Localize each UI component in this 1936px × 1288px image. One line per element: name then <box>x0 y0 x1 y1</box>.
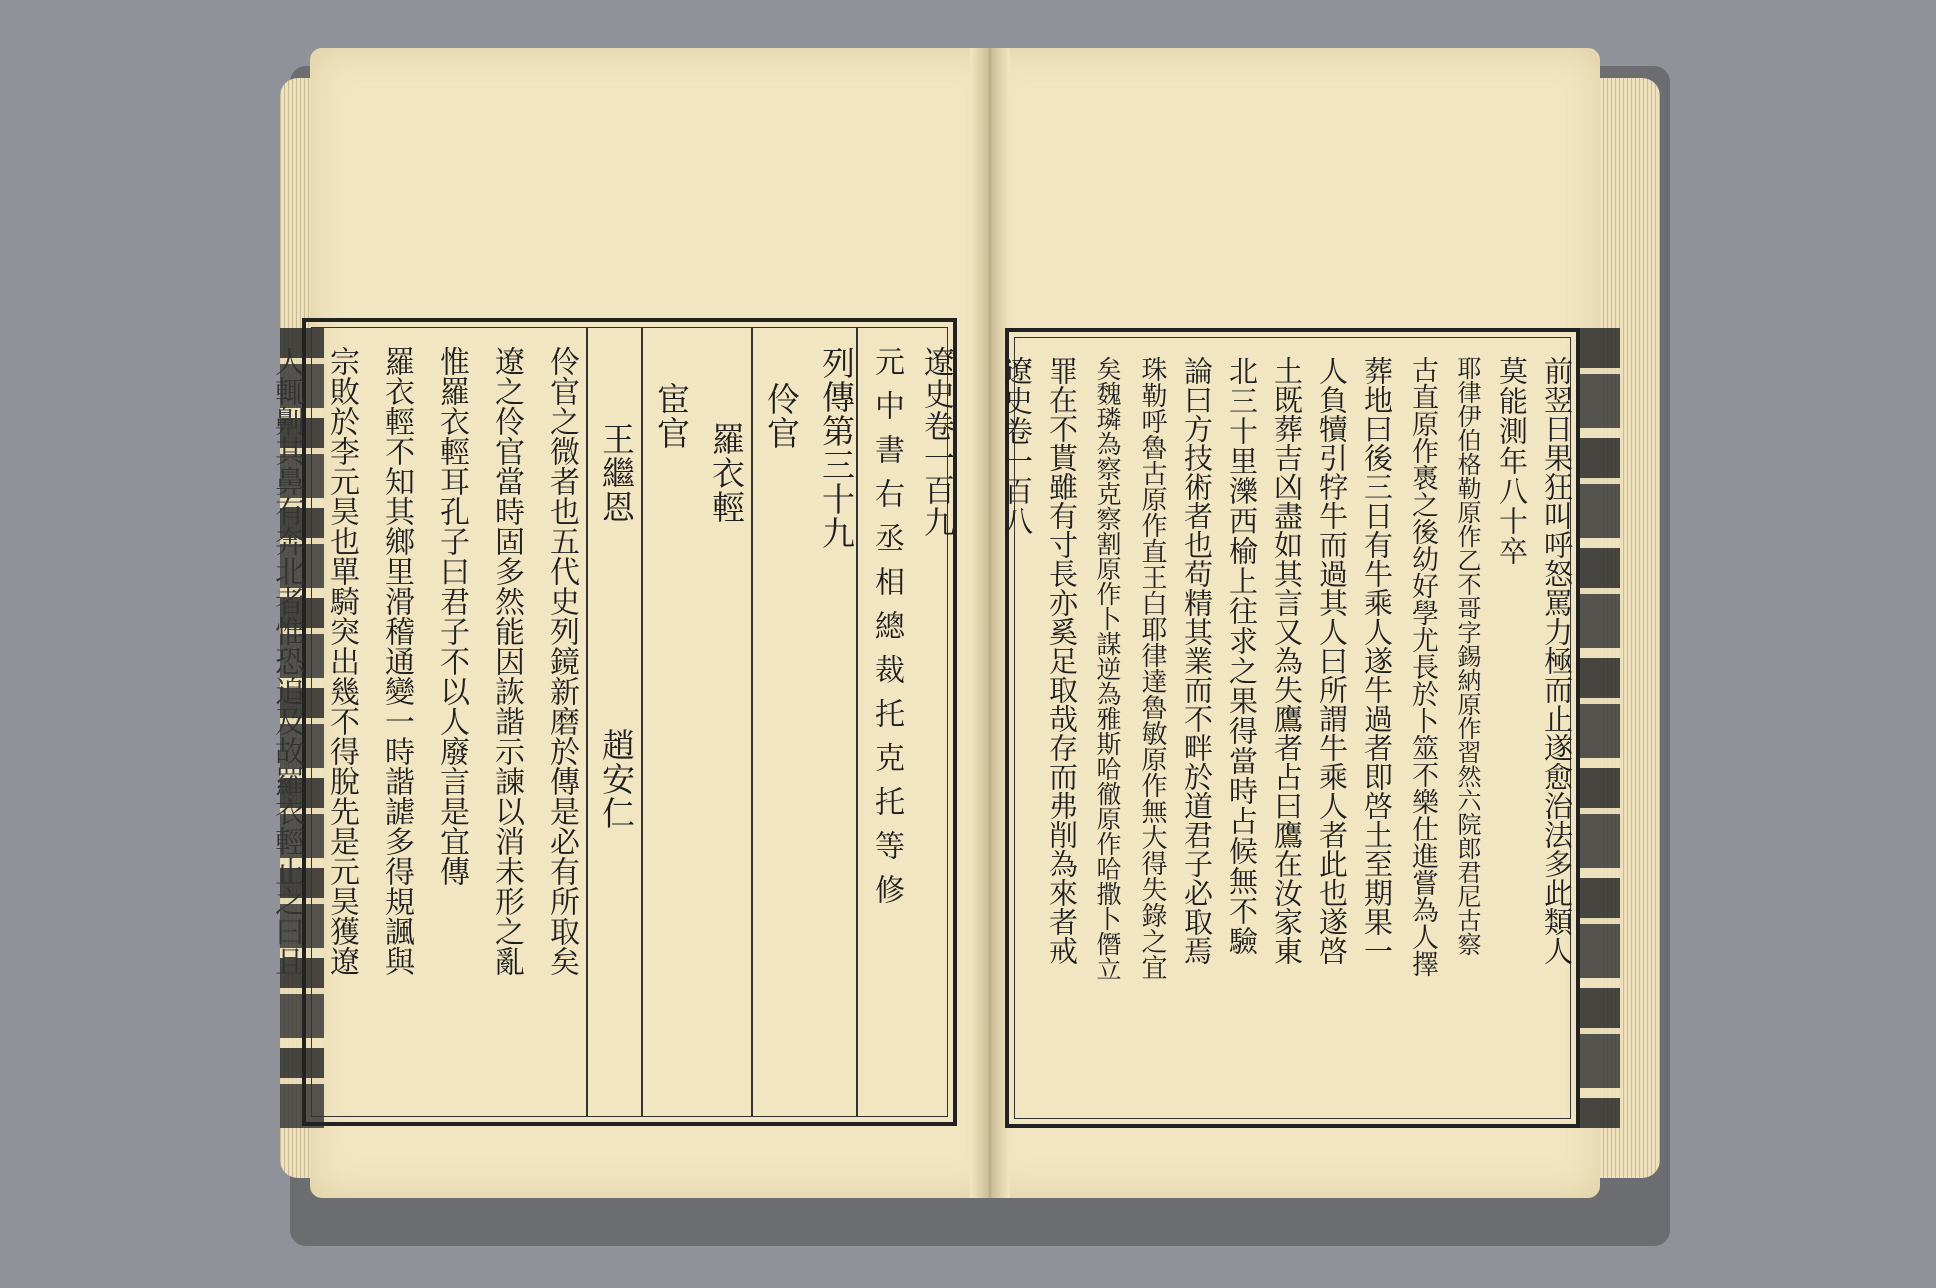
column-rule <box>751 327 753 1117</box>
left-col-6: 宦官 <box>652 382 691 450</box>
right-col-2: 莫能測年八十卒 <box>1495 356 1529 566</box>
left-col-12: 宗敗於李元昊也單騎突出幾不得脫先是元昊獲遼 <box>324 346 359 976</box>
left-col-13: 人輒劓其鼻有奔北者惟恐追及故羅衣輕止之曰且 <box>269 346 304 976</box>
left-col-3: 列傳第三十九 <box>817 346 856 550</box>
right-col-13: 遼史卷一百八 <box>1000 356 1034 536</box>
left-col-1: 遼史卷一百九 <box>918 346 954 538</box>
column-rule <box>641 327 643 1117</box>
right-col-3: 耶律伊伯格勒原作乙不哥字錫納原作習然六院郎君尼古察 <box>1453 356 1481 956</box>
right-bleed-through <box>1580 328 1620 1128</box>
right-print-frame <box>1000 328 1580 1128</box>
right-col-10: 珠勒呼魯古原作直王白耶律達魯敏原作無大得失錄之宜 <box>1137 356 1167 980</box>
left-col-4: 伶官 <box>762 382 801 450</box>
left-col-9: 遼之伶官當時固多然能因詼諧示諫以消未形之亂 <box>489 346 524 976</box>
left-col-11: 羅衣輕不知其鄉里滑稽通變一時諧謔多得規諷與 <box>379 346 414 976</box>
right-col-9: 論曰方技術者也苟精其業而不畔於道君子必取焉 <box>1180 356 1214 965</box>
column-rule <box>586 327 588 1117</box>
right-col-11: 矣魏璘為察克察割原作卜謀逆為雅斯哈徹原作哈撒卜僭立 <box>1093 356 1122 981</box>
right-col-7: 土既葬吉凶盡如其言又為失鷹者占曰鷹在汝家東 <box>1270 356 1304 965</box>
column-rule <box>856 327 858 1117</box>
left-col-5: 羅衣輕 <box>707 422 746 524</box>
left-col-8: 伶官之微者也五代史列鏡新磨於傳是必有所取矣 <box>544 346 579 976</box>
left-print-frame <box>269 318 957 1126</box>
right-col-6: 人負犢引牸牛而過其人曰所謂牛乘人者此也遂啓 <box>1315 356 1349 965</box>
open-book <box>269 48 1670 1236</box>
right-col-8: 北三十里濼西榆上往求之果得當時占候無不驗 <box>1225 356 1259 956</box>
right-col-1: 前翌日果狂叫呼怒罵力極而止遂愈治法多此類人 <box>1540 356 1574 965</box>
right-col-12: 罪在不貰雖有寸長亦奚足取哉存而弗削為來者戒 <box>1045 356 1079 965</box>
book-spine <box>970 48 1010 1198</box>
right-col-5: 葬地曰後三日有牛乘人遂牛過者即啓土至期果一 <box>1360 356 1394 965</box>
left-col-2: 元中書右丞相總裁托克托等修 <box>869 346 904 918</box>
left-col-10: 惟羅衣輕耳孔子曰君子不以人廢言是宜傳 <box>434 346 469 886</box>
left-col-7: 王繼恩 趙安仁 <box>597 422 636 830</box>
right-col-4: 古直原作褭之後幼好學尤長於卜筮不樂仕進嘗為人擇 <box>1407 356 1438 977</box>
